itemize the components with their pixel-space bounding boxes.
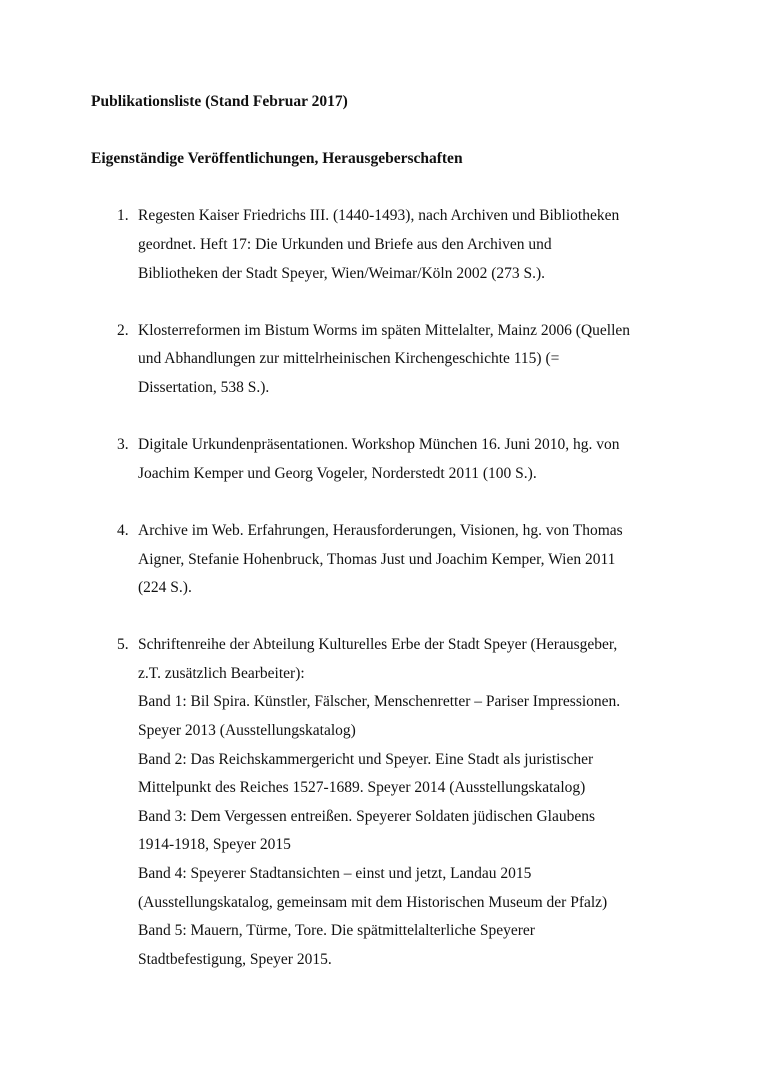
list-item-text-line: Mittelpunkt des Reiches 1527-1689. Speyer 2014 (Ausstellungskatalog) bbox=[138, 779, 586, 797]
list-item-text-line: Digitale Urkundenpräsentationen. Workshop München 16. Juni 2010, hg. von bbox=[138, 436, 620, 454]
list-item-number: 4. bbox=[117, 521, 129, 539]
spacer bbox=[0, 174, 768, 203]
list-item bbox=[0, 202, 768, 288]
list-item-text-line: Aigner, Stefanie Hohenbruck, Thomas Just und Joachim Kemper, Wien 2011 bbox=[138, 550, 616, 568]
list-item-number: 5. bbox=[117, 636, 129, 654]
spacer bbox=[0, 117, 768, 146]
list-item-text-line: Band 3: Dem Vergessen entreißen. Speyerer Soldaten jüdischen Glaubens bbox=[138, 807, 595, 825]
list-item-number: 3. bbox=[117, 436, 129, 454]
list-item-text-line: z.T. zusätzlich Bearbeiter): bbox=[138, 664, 305, 682]
list-item bbox=[0, 631, 768, 974]
list-item-text-line: Band 4: Speyerer Stadtansichten – einst und jetzt, Landau 2015 bbox=[138, 865, 532, 883]
document-page bbox=[0, 88, 768, 974]
publication-list bbox=[0, 202, 768, 974]
list-item-text-line: Band 2: Das Reichskammergericht und Speyer. Eine Stadt als juristischer bbox=[138, 750, 594, 768]
list-item-text-line: Stadtbefestigung, Speyer 2015. bbox=[138, 950, 332, 968]
list-item-text-line: Dissertation, 538 S.). bbox=[138, 378, 270, 396]
spacer bbox=[0, 488, 768, 517]
list-item-text-line: Band 5: Mauern, Türme, Tore. Die spätmittelalterliche Speyerer bbox=[138, 922, 535, 940]
list-item-text-line: Schriftenreihe der Abteilung Kulturelles Erbe der Stadt Speyer (Herausgeber, bbox=[138, 636, 618, 654]
list-item bbox=[0, 317, 768, 403]
list-item-text-line: Klosterreformen im Bistum Worms im späten Mittelalter, Mainz 2006 (Quellen bbox=[138, 321, 631, 339]
spacer bbox=[0, 288, 768, 317]
list-item-text-line: geordnet. Heft 17: Die Urkunden und Briefe aus den Archiven und bbox=[138, 235, 552, 253]
list-item-text-line: Joachim Kemper und Georg Vogeler, Norderstedt 2011 (100 S.). bbox=[138, 464, 537, 482]
spacer bbox=[0, 603, 768, 632]
list-item bbox=[0, 431, 768, 488]
list-item-text-line: Bibliotheken der Stadt Speyer, Wien/Weimar/Köln 2002 (273 S.). bbox=[138, 264, 546, 282]
list-item-text-line: (224 S.). bbox=[138, 579, 192, 597]
section-heading: Eigenständige Veröffentlichungen, Herausgeberschaften bbox=[91, 150, 463, 168]
list-item bbox=[0, 517, 768, 603]
list-item-text-line: Speyer 2013 (Ausstellungskatalog) bbox=[138, 722, 356, 740]
list-item-number: 2. bbox=[117, 321, 129, 339]
document-title: Publikationsliste (Stand Februar 2017) bbox=[91, 93, 348, 110]
list-item-number: 1. bbox=[117, 207, 129, 225]
list-item-text-line: Regesten Kaiser Friedrichs III. (1440-1493), nach Archiven und Bibliotheken bbox=[138, 207, 620, 225]
list-item-text-line: Archive im Web. Erfahrungen, Herausforderungen, Visionen, hg. von Thomas bbox=[138, 521, 623, 539]
list-item-text-line: 1914-1918, Speyer 2015 bbox=[138, 836, 291, 854]
list-item-text-line: und Abhandlungen zur mittelrheinischen Kirchengeschichte 115) (= bbox=[138, 350, 560, 368]
list-item-text-line: (Ausstellungskatalog, gemeinsam mit dem Historischen Museum der Pfalz) bbox=[138, 893, 608, 911]
list-item-text-line: Band 1: Bil Spira. Künstler, Fälscher, Menschenretter – Pariser Impressionen. bbox=[138, 693, 621, 711]
spacer bbox=[0, 403, 768, 432]
